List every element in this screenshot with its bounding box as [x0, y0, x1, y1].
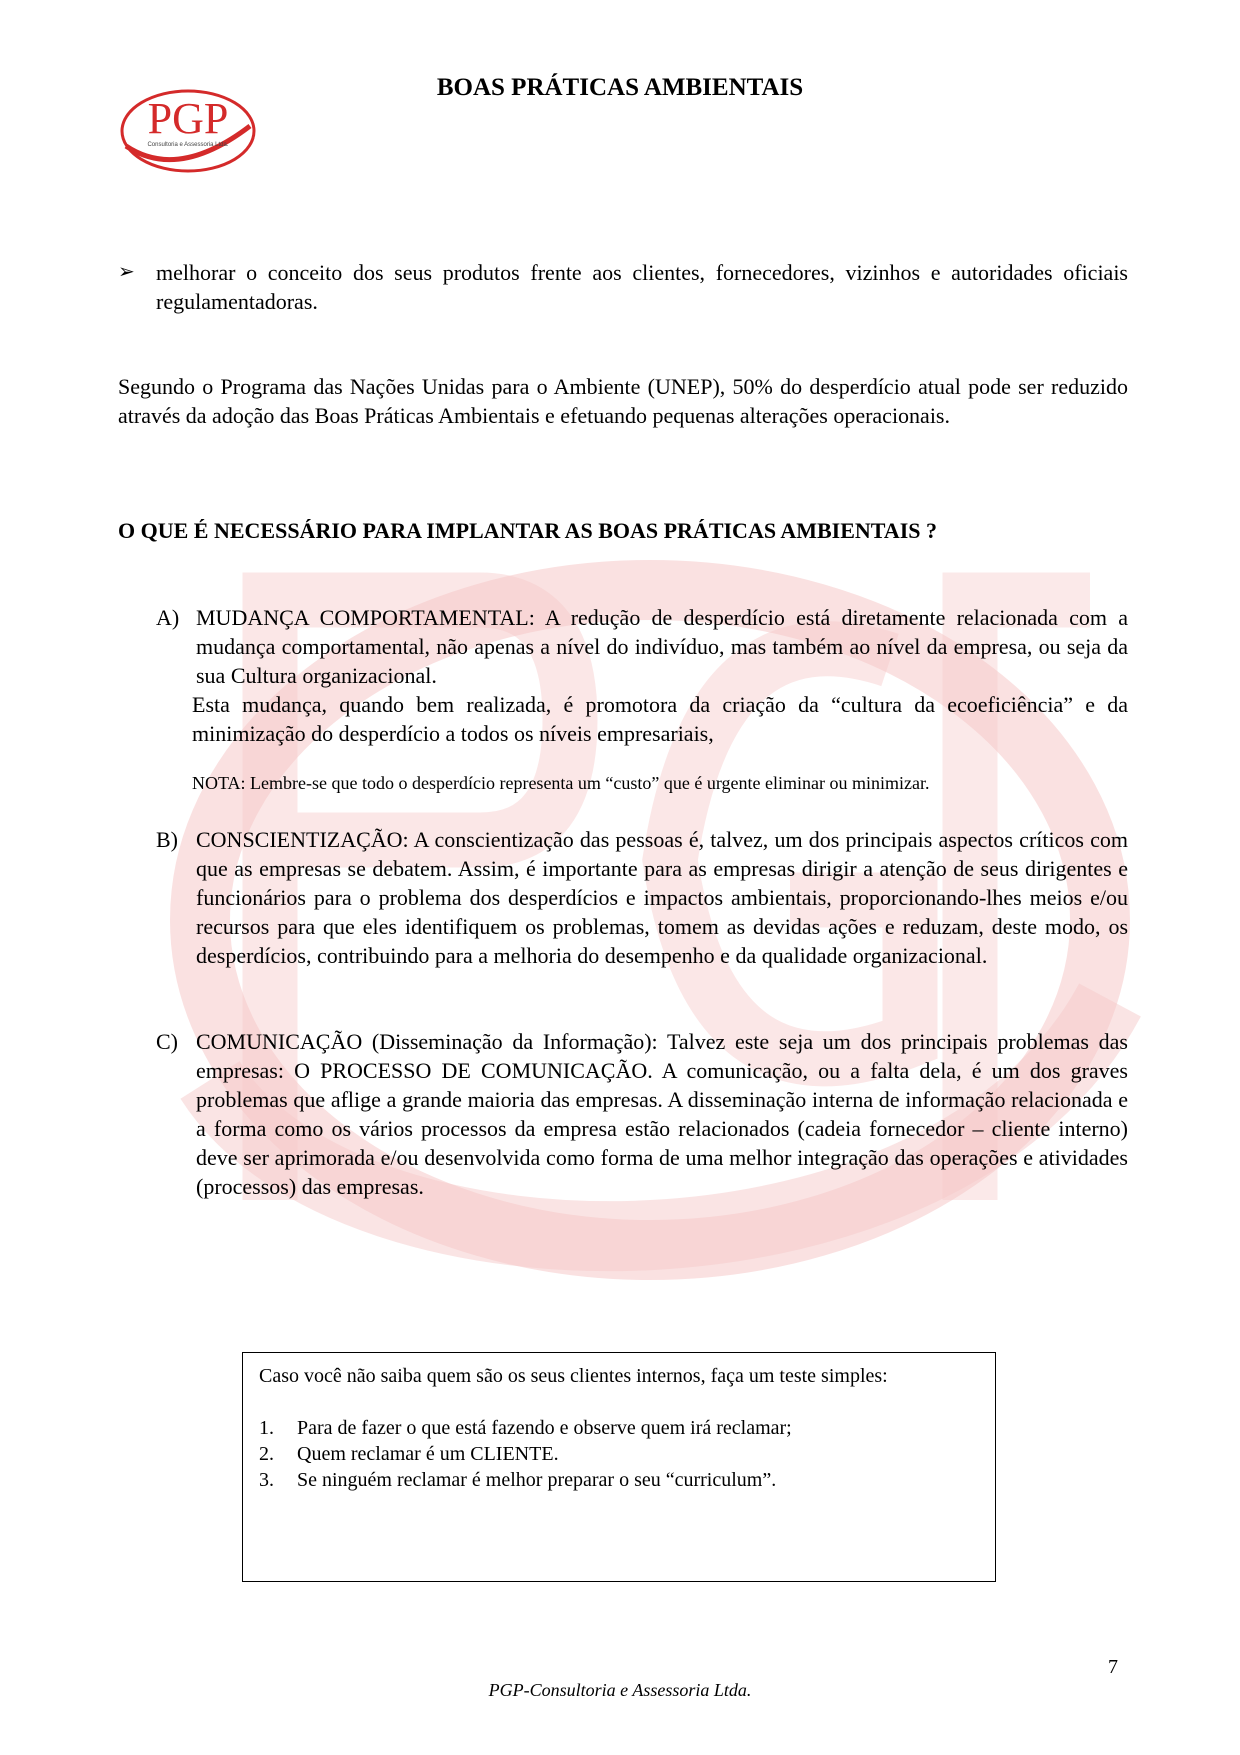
arrow-bullet-icon: ➢	[118, 261, 135, 283]
footer: PGP-Consultoria e Assessoria Ltda.	[488, 1680, 752, 1700]
tip-box-intro: Caso você não saiba quem são os seus clientes internos, faça um teste simples:	[259, 1365, 888, 1387]
item-letter: A)	[156, 605, 180, 630]
list-item	[259, 1415, 979, 1441]
step-text: Para de fazer o que está fazendo e observe quem irá reclamar;	[297, 1417, 792, 1439]
item-a	[156, 603, 1128, 690]
item-b	[156, 825, 1128, 970]
item-text: COMUNICAÇÃO (Disseminação da Informação): Talvez este seja um dos principais problemas das empresas: O PROCESSO DE COMUNICAÇÃO. A comunicação, ou a falta dela, é um dos graves problemas que aflige a grande maioria das empresas. A disseminação interna de informação relacionada e a forma como os vários processos da empresa estão relacionados (cadeia fornecedor – cliente interno) deve ser aprimorada e/ou desenvolvida como forma de uma melhor integração das operações e atividades (processos) das empresas.	[196, 1029, 1128, 1199]
step-number: 3.	[259, 1469, 274, 1491]
list-item	[259, 1467, 979, 1493]
svg-text:PGP: PGP	[147, 94, 229, 143]
tip-box-steps	[259, 1415, 979, 1493]
item-text: CONSCIENTIZAÇÃO: A conscientização das pessoas é, talvez, um dos principais aspectos críticos com que as empresas se debatem. Assim, é importante para as empresas dirigir a atenção de seus dirigentes e funcionários para o problema dos desperdícios e impactos ambientais, proporcionando-lhes meios e/ou recursos para que eles identifiquem os problemas, tomem as devidas ações e reduzam, deste modo, os desperdícios, contribuindo para a melhoria do desempenho e da qualidade organizacional.	[196, 827, 1128, 968]
section-heading: O QUE É NECESSÁRIO PARA IMPLANTAR AS BOAS PRÁTICAS AMBIENTAIS ?	[118, 518, 938, 543]
tip-box	[242, 1352, 996, 1582]
note-text: NOTA: Lembre-se que todo o desperdício representa um “custo” que é urgente eliminar ou minimizar.	[192, 773, 930, 793]
item-letter: C)	[156, 1029, 178, 1054]
step-number: 2.	[259, 1443, 274, 1465]
step-text: Quem reclamar é um CLIENTE.	[297, 1443, 559, 1465]
item-text: MUDANÇA COMPORTAMENTAL: A redução de desperdício está diretamente relacionada com a mudança comportamental, não apenas a nível do indivíduo, mas também ao nível da empresa, ou seja da sua Cultura organizacional.	[196, 605, 1128, 688]
page-number: 7	[1108, 1656, 1118, 1678]
item-c	[156, 1027, 1128, 1201]
item-letter: B)	[156, 827, 178, 852]
unep-paragraph: Segundo o Programa das Nações Unidas para o Ambiente (UNEP), 50% do desperdício atual pode ser reduzido através da adoção das Boas Práticas Ambientais e efetuando pequenas alterações operacionais.	[118, 374, 1128, 428]
item-a-continuation: Esta mudança, quando bem realizada, é promotora da criação da “cultura da ecoeficiência” e da minimização do desperdício a todos os níveis empresariais,	[192, 692, 1128, 746]
step-number: 1.	[259, 1417, 274, 1439]
bullet-text: melhorar o conceito dos seus produtos frente aos clientes, fornecedores, vizinhos e autoridades oficiais regulamentadoras.	[156, 260, 1128, 314]
bullet-item	[118, 258, 1128, 316]
document-title: BOAS PRÁTICAS AMBIENTAIS	[436, 74, 804, 101]
svg-text:Consultoria e Assessoria Ltda.: Consultoria e Assessoria Ltda.	[147, 142, 229, 148]
list-item	[259, 1441, 979, 1467]
step-text: Se ninguém reclamar é melhor preparar o seu “curriculum”.	[297, 1469, 777, 1491]
